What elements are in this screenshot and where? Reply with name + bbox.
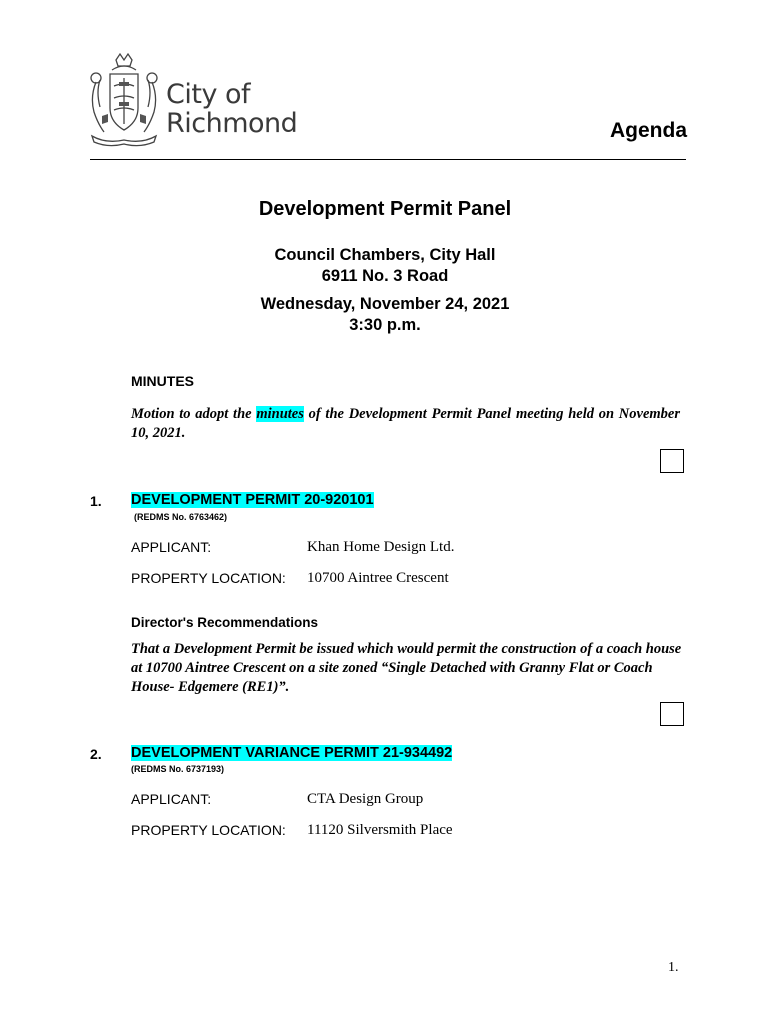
item-2-number: 2. xyxy=(90,746,102,762)
item-1-number: 1. xyxy=(90,493,102,509)
meeting-date: Wednesday, November 24, 2021 xyxy=(260,295,510,313)
meeting-time: 3:30 p.m. xyxy=(349,316,421,334)
minutes-motion xyxy=(131,405,680,443)
item-2-redms: (REDMS No. 6737193) xyxy=(131,764,225,774)
item-1-applicant-label: APPLICANT: xyxy=(131,539,212,555)
item-2-title-text: DEVELOPMENT VARIANCE PERMIT 21-934492 xyxy=(131,745,453,761)
item-1-location-label: PROPERTY LOCATION: xyxy=(131,570,286,586)
item-2-title xyxy=(131,745,452,761)
minutes-checkbox[interactable] xyxy=(660,449,684,473)
item-1-applicant-value: Khan Home Design Ltd. xyxy=(307,539,455,555)
item-1-title-text: DEVELOPMENT PERMIT 20-920101 xyxy=(131,492,374,508)
item-1-title xyxy=(131,492,374,508)
document-type-heading: Agenda xyxy=(610,119,688,142)
item-1-checkbox[interactable] xyxy=(660,702,684,726)
coat-of-arms-icon xyxy=(86,52,162,148)
meeting-datetime xyxy=(0,294,770,336)
meeting-venue xyxy=(0,245,770,287)
item-2-applicant-label: APPLICANT: xyxy=(131,791,212,807)
item-1-recommendation-heading: Director's Recommendations xyxy=(131,615,319,630)
motion-text-after: of the Development Permit Panel meeting held on November 10, 2021. xyxy=(131,406,680,441)
item-2-location-label: PROPERTY LOCATION: xyxy=(131,822,286,838)
motion-text-before: Motion to adopt the xyxy=(131,406,257,422)
item-1-location-value: 10700 Aintree Crescent xyxy=(307,570,449,586)
logo-wordmark xyxy=(166,80,297,138)
page-number: 1. xyxy=(668,960,679,975)
venue-line-2: 6911 No. 3 Road xyxy=(321,267,449,285)
item-2-applicant-value: CTA Design Group xyxy=(307,791,424,807)
header-divider xyxy=(90,159,686,160)
logo-line-2: Richmond xyxy=(166,108,298,139)
meeting-title: Development Permit Panel xyxy=(258,198,512,220)
item-1-redms: (REDMS No. 6763462) xyxy=(134,512,228,522)
item-1-recommendation: That a Development Permit be issued which would permit the construction of a coach house at 10700 Aintree Crescent on a site zoned “Single Detached with Granny Flat or Coach House- Edgemere (RE1)”. xyxy=(131,641,682,695)
logo-line-1: City of xyxy=(166,79,251,110)
motion-highlighted-word: minutes xyxy=(256,406,304,422)
item-2-location-value: 11120 Silversmith Place xyxy=(307,822,453,838)
minutes-heading: MINUTES xyxy=(131,373,194,389)
venue-line-1: Council Chambers, City Hall xyxy=(274,246,496,264)
